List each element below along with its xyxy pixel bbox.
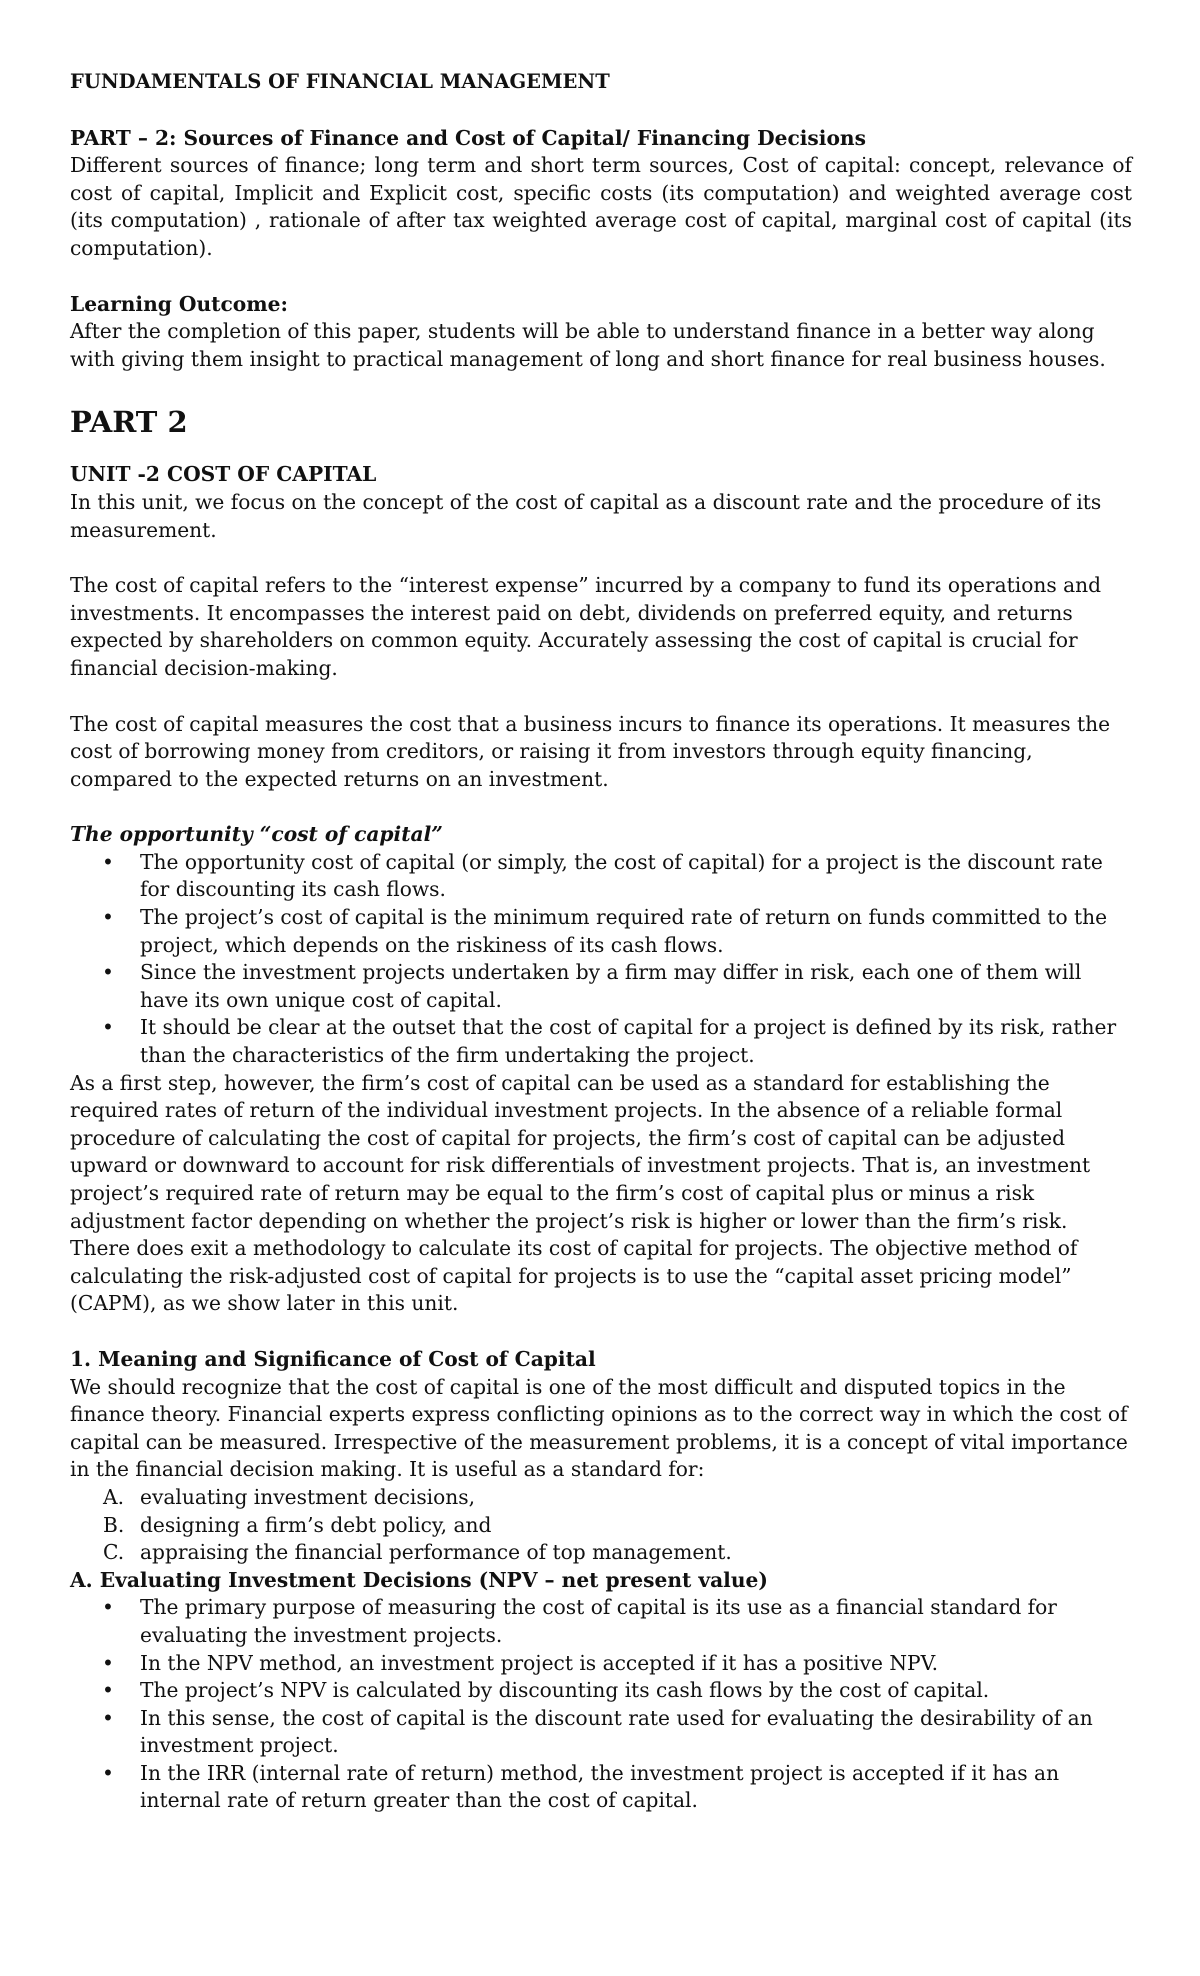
opportunity-heading: The opportunity “cost of capital” <box>70 822 443 847</box>
list-item <box>70 849 1132 904</box>
opportunity-bullet-list <box>70 849 1132 1070</box>
document-page <box>70 68 1132 1815</box>
list-item-text: Since the investment projects undertaken by a firm may differ in risk, each one of them will have its own unique cost of capital. <box>140 960 1082 1012</box>
list-item <box>70 904 1132 959</box>
bullet-icon: • <box>102 1705 114 1730</box>
bullet-icon: • <box>102 1678 114 1703</box>
meaning-section <box>70 1346 1132 1567</box>
list-item <box>70 1539 1132 1567</box>
list-item <box>70 1484 1132 1512</box>
list-item-text: The project’s NPV is calculated by discounting its cash flows by the cost of capital. <box>140 1678 990 1703</box>
meaning-heading: 1. Meaning and Significance of Cost of Capital <box>70 1346 596 1371</box>
part2-sources-heading: PART – 2: Sources of Finance and Cost of Capital/ Financing Decisions <box>70 125 866 150</box>
learning-outcome-section <box>70 291 1132 374</box>
bullet-icon: • <box>102 1650 114 1675</box>
opportunity-paragraph: As a first step, however, the firm’s cost of capital can be used as a standard for establishing the required rates of return of the individual investment projects. In the absence of a reliable formal procedure of calculating the cost of capital for projects, the firm’s cost of capital can be adjusted upward or downward to account for risk differentials of investment projects. That is, an investment project’s required rate of return may be equal to the firm’s cost of capital plus or minus a risk adjustment factor depending on whether the project’s risk is higher or lower than the firm’s risk. There does exit a methodology to calculate its cost of capital for projects. The objective method of calculating the risk-adjusted cost of capital for projects is to use the “capital asset pricing model” (CAPM), as we show later in this unit. <box>70 1070 1091 1316</box>
unit-paragraph-2: The cost of capital measures the cost that a business incurs to finance its operations. It measures the cost of borrowing money from creditors, or raising it from investors through equity financing, compared to the expected returns on an investment. <box>70 711 1111 791</box>
list-item <box>70 1760 1132 1815</box>
document-title: FUNDAMENTALS OF FINANCIAL MANAGEMENT <box>70 70 610 93</box>
list-item-text: In the NPV method, an investment project is accepted if it has a positive NPV. <box>140 1650 939 1675</box>
list-item <box>70 959 1132 1014</box>
list-item <box>70 1650 1132 1678</box>
bullet-icon: • <box>102 1015 114 1040</box>
list-letter: B. <box>103 1512 125 1537</box>
part2-sources-section <box>70 125 1132 263</box>
list-item-text: In the IRR (internal rate of return) method, the investment project is accepted if it has an internal rate of return greater than the cost of capital. <box>140 1760 1060 1813</box>
meaning-lettered-list <box>70 1484 1132 1567</box>
unit-section <box>70 461 1132 793</box>
evaluating-bullet-list <box>70 1594 1132 1815</box>
unit-heading: UNIT -2 COST OF CAPITAL <box>70 462 377 487</box>
list-item-text: In this sense, the cost of capital is the discount rate used for evaluating the desirability of an investment project. <box>140 1705 1093 1758</box>
learning-outcome-body: After the completion of this paper, students will be able to understand finance in a better way along with giving them insight to practical management of long and short finance for real business houses. <box>70 319 1106 371</box>
bullet-icon: • <box>102 1760 114 1785</box>
list-item <box>70 1677 1132 1705</box>
list-item-text: It should be clear at the outset that the cost of capital for a project is defined by its risk, rather than the characteristics of the firm undertaking the project. <box>140 1015 1117 1068</box>
list-letter: A. <box>103 1484 124 1509</box>
bullet-icon: • <box>102 960 114 985</box>
list-item <box>70 1705 1132 1760</box>
bullet-icon: • <box>102 905 114 930</box>
evaluating-heading: A. Evaluating Investment Decisions (NPV – net present value) <box>70 1567 768 1592</box>
list-item-text: The primary purpose of measuring the cost of capital is its use as a financial standard for evaluating the investment projects. <box>140 1595 1057 1647</box>
unit-paragraph-1: The cost of capital refers to the “interest expense” incurred by a company to fund its operations and investments. It encompasses the interest paid on debt, dividends on preferred equity, and returns expected by shareholders on common equity. Accurately assessing the cost of capital is crucial for financial decision-making. <box>70 573 1102 680</box>
evaluating-section <box>70 1567 1132 1815</box>
part2-sources-body: Different sources of finance; long term and short term sources, Cost of capital: concept, relevance of cost of capital, Implicit and Explicit cost, specific costs (its computation) and weighted average cost (its computation) , rationale of after tax weighted average cost of capital, marginal cost of capital (its computation). <box>70 153 1132 260</box>
list-item-text: appraising the financial performance of top management. <box>140 1540 732 1565</box>
opportunity-section <box>70 821 1132 1318</box>
part-title: PART 2 <box>70 405 188 440</box>
bullet-icon: • <box>102 849 114 874</box>
list-item <box>70 1512 1132 1540</box>
unit-intro: In this unit, we focus on the concept of the cost of capital as a discount rate and the procedure of its measurement. <box>70 489 1102 542</box>
list-item-text: The project’s cost of capital is the minimum required rate of return on funds committed to the project, which depends on the riskiness of its cash flows. <box>140 905 1108 957</box>
list-item-text: evaluating investment decisions, <box>140 1484 476 1509</box>
bullet-icon: • <box>102 1595 114 1620</box>
list-item <box>70 1014 1132 1069</box>
list-item-text: designing a firm’s debt policy, and <box>140 1512 492 1537</box>
list-item <box>70 1594 1132 1649</box>
list-letter: C. <box>103 1540 125 1565</box>
meaning-body: We should recognize that the cost of capital is one of the most difficult and disputed topics in the finance theory. Financial experts express conflicting opinions as to the correct way in which the cost of capital can be measured. Irrespective of the measurement problems, it is a concept of vital importance in the financial decision making. It is useful as a standard for: <box>70 1374 1128 1482</box>
learning-outcome-heading: Learning Outcome: <box>70 291 288 316</box>
list-item-text: The opportunity cost of capital (or simply, the cost of capital) for a project is the discount rate for discounting its cash flows. <box>140 849 1103 902</box>
